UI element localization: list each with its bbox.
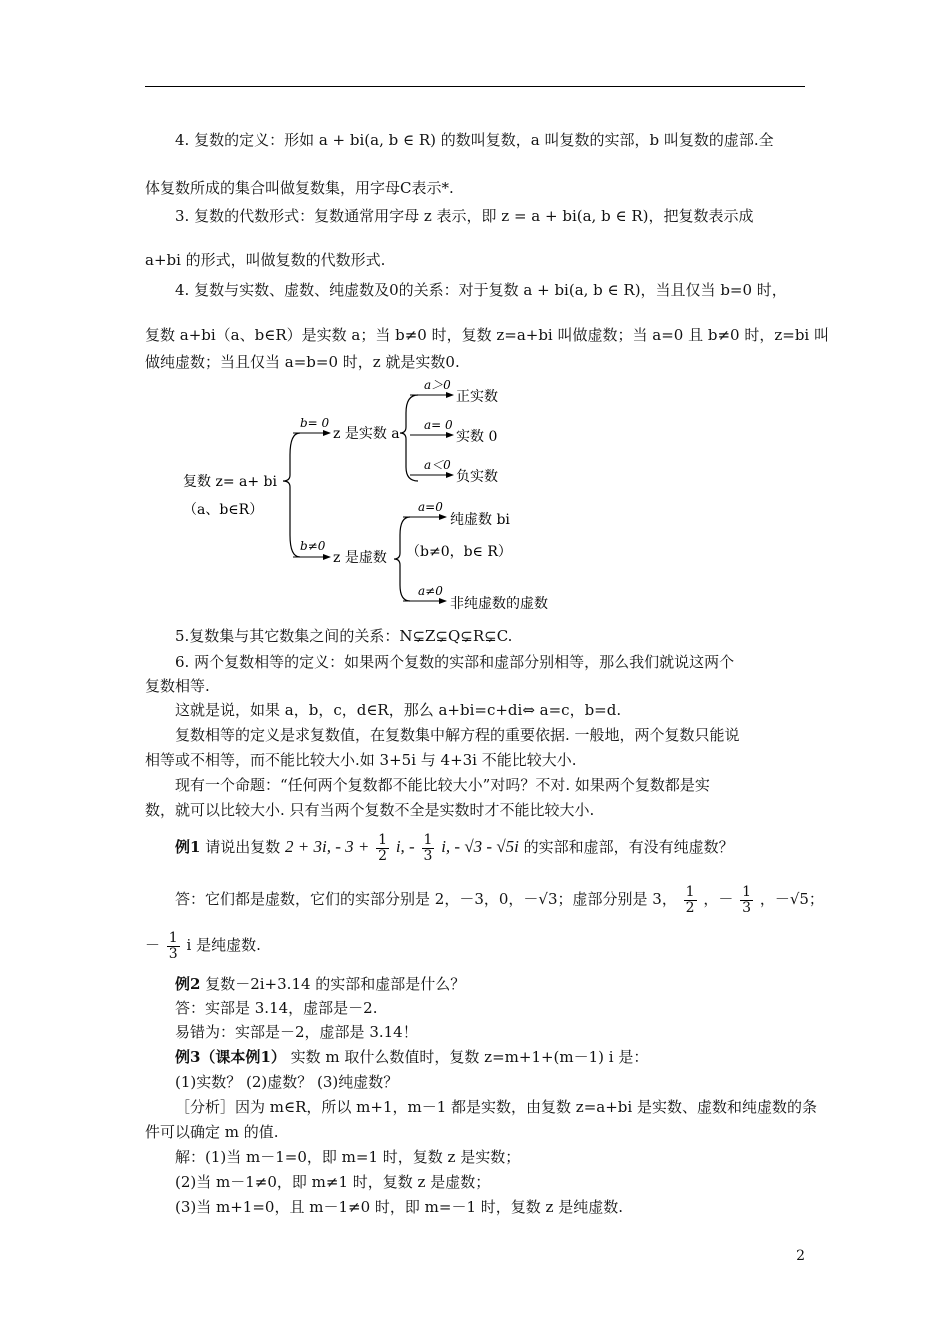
page-number: 2 [796, 1248, 805, 1264]
para-set-relation: 5.复数集与其它数集之间的关系：N⊊Z⊊Q⊊R⊊C. [175, 627, 513, 645]
example-3-label: 例3（课本例1） [175, 1048, 286, 1066]
node-imag-sub: （b≠0，b∈ R） [406, 544, 512, 560]
answer-1-text-d: － [145, 936, 161, 954]
para-relation: 4. 复数与实数、虚数、纯虚数及0的关系：对于复数 a + bi(a, b ∈ R)，当且仅当 b=0 时， [175, 281, 787, 299]
example-1-expr-a: 2 + 3i, - 3 + [285, 837, 370, 856]
node-imag: z 是虚数 [333, 550, 387, 566]
node-real: z 是实数 a [333, 426, 400, 442]
example-3 [175, 1047, 840, 1067]
answer-1-text-a: 答：它们都是虚数，它们的实部分别是 2，－3，0，－√3；虚部分别是 3， [175, 890, 677, 908]
example-3-text: 实数 m 取什么数值时，复数 z=m+1+(m－1) i 是： [290, 1048, 649, 1066]
brace-real [400, 395, 418, 481]
para-proposition-cont: 数，就可以比较大小. 只有当两个复数不全是实数时才不能比较大小. [145, 801, 595, 819]
example-1-expr-b: i, - [395, 837, 415, 856]
example-1-question: 的实部和虚部，有没有纯虚数？ [523, 838, 734, 856]
para-equality-basis-cont: 相等或不相等，而不能比较大小.如 3+5i 与 4+3i 不能比较大小. [145, 751, 577, 769]
example-1-frac-2: $\frac{1}{3}$ [423, 831, 433, 864]
example-1-frac-1: $\frac{1}{2}$ [378, 831, 388, 864]
analysis: ［分析］因为 m∈R，所以 m+1，m－1 都是实数，由复数 z=a+bi 是实数、虚数和纯虚数的条 [175, 1098, 817, 1116]
node-pos: 正实数 [456, 389, 498, 405]
answer-1 [175, 882, 840, 916]
classification-diagram [178, 375, 598, 615]
cond-b0: b= 0 [300, 416, 330, 430]
para-equality-basis: 复数相等的定义是求复数值，在复数集中解方程的重要依据. 一般地，两个复数只能说 [175, 726, 740, 744]
example-1-expr-c: i, - √3 - √5i [441, 837, 519, 856]
para-algebraic-form-cont: a+bi 的形式，叫做复数的代数形式. [145, 251, 386, 269]
solution-2: (2)当 m－1≠0，即 m≠1 时，复数 z 是虚数； [175, 1173, 491, 1191]
solution-1: 解：(1)当 m－1=0，即 m=1 时，复数 z 是实数； [175, 1148, 521, 1166]
example-1-label: 例1 [175, 838, 201, 856]
node-zero: 实数 0 [456, 429, 498, 445]
para-proposition: 现有一个命题：“任何两个复数都不能比较大小”对吗？不对. 如果两个复数都是实 [175, 776, 710, 794]
answer-1-text-b: ，－ [703, 890, 734, 908]
brace-main [283, 433, 300, 557]
para-definition: 4. 复数的定义：形如 a + bi(a, b ∈ R) 的数叫复数，a 叫复数的实部，b 叫复数的虚部.全 [175, 131, 774, 149]
analysis-cont: 件可以确定 m 的值. [145, 1123, 279, 1141]
answer-1-cont [145, 928, 810, 962]
node-neg: 负实数 [456, 469, 498, 485]
cond-alt: a＜0 [424, 458, 451, 472]
para-definition-cont: 体复数所成的集合叫做复数集，用字母C表示*. [145, 179, 454, 197]
solution-3: (3)当 m+1=0，且 m－1≠0 时，即 m=－1 时，复数 z 是纯虚数. [175, 1198, 623, 1216]
tree-root-sub: （a、b∈R） [183, 502, 264, 518]
answer-1-frac-1: $\frac{1}{2}$ [685, 883, 695, 916]
answer-1-text-c: ，－√5； [759, 890, 824, 908]
example-2-label: 例2 [175, 975, 201, 993]
cond-aeq: a= 0 [424, 418, 453, 432]
answer-1-frac-3: $\frac{1}{3}$ [168, 929, 178, 962]
node-pure: 纯虚数 bi [450, 512, 510, 528]
header-rule [145, 86, 805, 87]
common-error-2: 易错为：实部是－2，虚部是 3.14！ [175, 1023, 418, 1041]
para-relation-cont1: 复数 a+bi（a、b∈R）是实数 a；当 b≠0 时，复数 z=a+bi 叫做虚数；当 a=0 且 b≠0 时，z=bi 叫 [145, 326, 829, 344]
para-algebraic-form: 3. 复数的代数形式：复数通常用字母 z 表示，即 z = a + bi(a, b ∈ R)，把复数表示成 [175, 207, 754, 225]
example-2 [175, 974, 840, 994]
example-2-text: 复数－2i+3.14 的实部和虚部是什么？ [205, 975, 466, 993]
cond-agt: a＞0 [424, 378, 451, 392]
node-nonpure: 非纯虚数的虚数 [450, 596, 548, 612]
answer-2: 答：实部是 3.14，虚部是－2. [175, 999, 378, 1017]
answer-1-frac-2: $\frac{1}{3}$ [742, 883, 752, 916]
para-relation-cont2: 做纯虚数；当且仅当 a=b=0 时，z 就是实数0. [145, 353, 460, 371]
para-equality-cont: 复数相等. [145, 677, 210, 695]
cond-ane: a≠0 [418, 584, 443, 598]
example-3-parts: (1)实数？ (2)虚数？ (3)纯虚数？ [175, 1073, 399, 1091]
tree-root: 复数 z= a+ bi [183, 474, 277, 490]
para-equality: 6. 两个复数相等的定义：如果两个复数的实部和虚部分别相等，那么我们就说这两个 [175, 653, 735, 671]
example-1 [175, 830, 840, 864]
para-equality-meaning: 这就是说，如果 a，b，c，d∈R，那么 a+bi=c+di⇔ a=c，b=d. [175, 701, 622, 719]
answer-1-text-e: i 是纯虚数. [186, 936, 261, 954]
example-1-text: 请说出复数 [205, 838, 281, 856]
cond-a0: a=0 [418, 500, 443, 514]
cond-bne: b≠0 [300, 539, 326, 553]
